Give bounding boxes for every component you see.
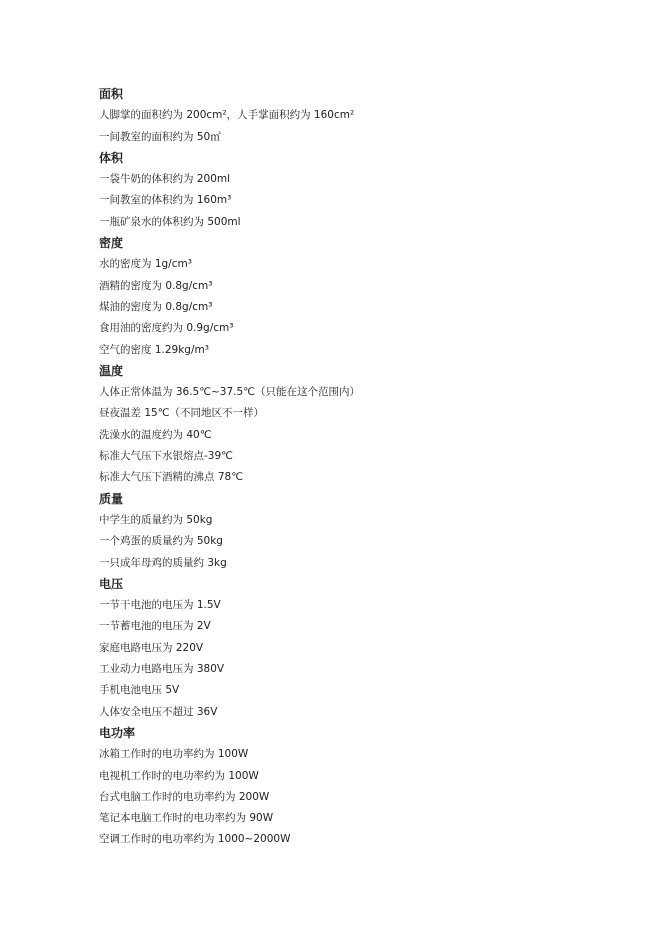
section-mass [99,489,639,574]
section-voltage [99,574,639,723]
list-item: 笔记本电脑工作时的电功率约为 90W [99,812,274,825]
list-item: 标准大气压下水银熔点-39℃ [99,450,233,463]
section-power [99,723,639,851]
list-item: 一节蓄电池的电压为 2V [99,620,211,633]
list-item: 人体安全电压不超过 36V [99,705,218,718]
section-density [99,233,639,361]
list-item: 人脚掌的面积约为 200cm²，人手掌面积约为 160cm² [99,109,355,122]
list-item: 空调工作时的电功率约为 1000~2000W [99,833,291,846]
section-title: 温度 [99,363,124,378]
list-item: 电视机工作时的电功率约为 100W [99,769,259,782]
section-title: 电功率 [99,725,136,740]
section-title: 电压 [99,576,124,591]
list-item: 标准大气压下酒精的沸点 78℃ [99,471,243,484]
document-page [99,84,639,851]
list-item: 冰箱工作时的电功率约为 100W [99,748,249,761]
list-item: 昼夜温差 15℃（不同地区不一样） [99,407,264,420]
list-item: 一瓶矿泉水的体积约为 500ml [99,215,241,228]
section-title: 密度 [99,236,124,251]
list-item: 家庭电路电压为 220V [99,641,204,654]
list-item: 一个鸡蛋的质量约为 50kg [99,535,223,548]
list-item: 煤油的密度为 0.8g/cm³ [99,300,213,313]
section-area [99,84,639,148]
list-item: 一间教室的面积约为 50㎡ [99,130,221,143]
list-item: 工业动力电路电压为 380V [99,663,225,676]
list-item: 中学生的质量约为 50kg [99,513,213,526]
list-item: 食用油的密度约为 0.9g/cm³ [99,322,234,335]
list-item: 台式电脑工作时的电功率约为 200W [99,790,270,803]
section-title: 质量 [99,491,124,506]
section-title: 体积 [99,150,124,165]
list-item: 水的密度为 1g/cm³ [99,258,192,271]
list-item: 一节干电池的电压为 1.5V [99,599,221,612]
list-item: 洗澡水的温度约为 40℃ [99,428,212,441]
list-item: 一袋牛奶的体积约为 200ml [99,173,231,186]
list-item: 酒精的密度为 0.8g/cm³ [99,279,213,292]
list-item: 空气的密度 1.29kg/m³ [99,343,209,356]
list-item: 一只成年母鸡的质量约 3kg [99,556,227,569]
section-temperature [99,361,639,489]
list-item: 人体正常体温为 36.5℃~37.5℃（只能在这个范围内） [99,386,360,399]
section-title: 面积 [99,87,124,101]
list-item: 一间教室的体积约为 160m³ [99,194,232,207]
list-item: 手机电池电压 5V [99,684,180,697]
section-volume [99,148,639,233]
